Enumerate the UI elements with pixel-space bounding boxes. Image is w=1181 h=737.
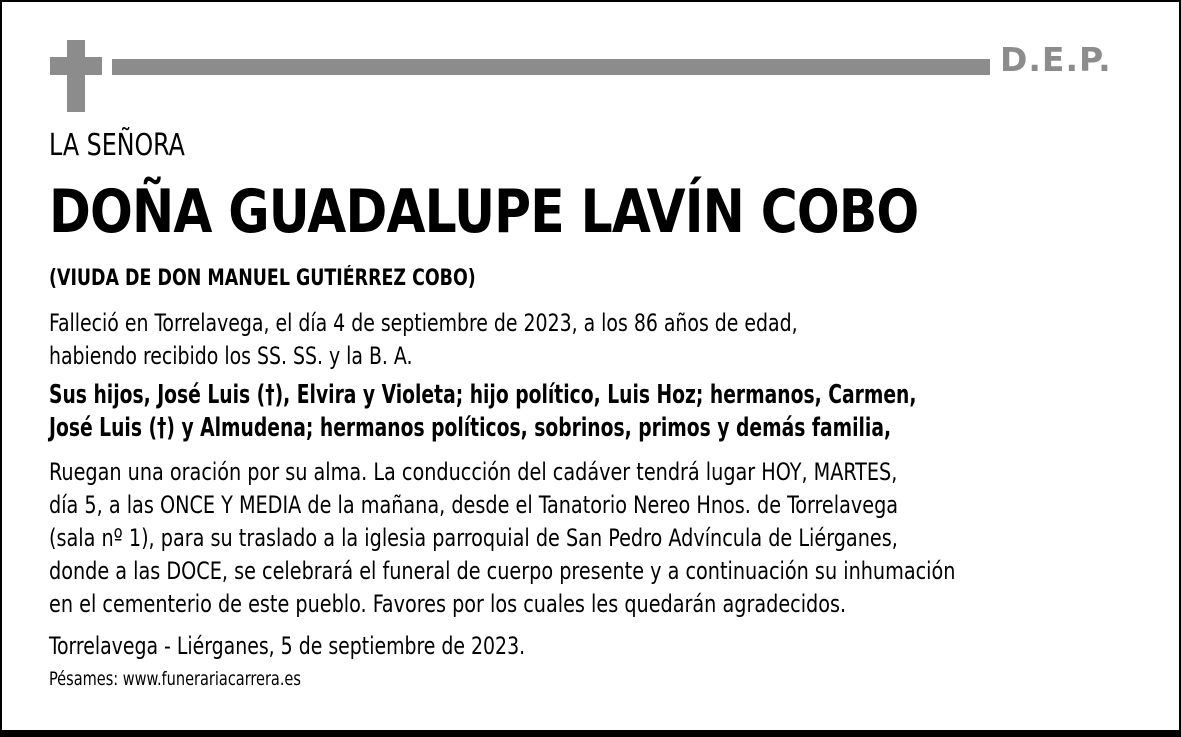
death-line: habiendo recibido los SS. SS. y la B. A. xyxy=(49,342,413,370)
ceremony-paragraph xyxy=(49,456,955,621)
family-line: Sus hijos, José Luis (†), Elvira y Violeta; hijo político, Luis Hoz; hermanos, Carmen, xyxy=(49,380,917,410)
death-paragraph xyxy=(49,307,798,373)
widow-line: (VIUDA DE DON MANUEL GUTIÉRREZ COBO) xyxy=(49,266,476,291)
dep-label: D.E.P. xyxy=(1000,40,1112,79)
deceased-name: DOÑA GUADALUPE LAVÍN COBO xyxy=(49,177,919,247)
condolences-link[interactable]: Pésames: www.funerariacarrera.es xyxy=(49,668,301,690)
cross-horizontal-bar xyxy=(50,57,102,75)
cross-vertical-bar xyxy=(67,40,85,112)
intro-label: LA SEÑORA xyxy=(49,128,185,163)
ceremony-line: donde a las DOCE, se celebrará el funeral de cuerpo presente y a continuación su inhumación xyxy=(49,557,956,585)
death-line: Falleció en Torrelavega, el día 4 de septiembre de 2023, a los 86 años de edad, xyxy=(49,309,798,337)
family-line: José Luis (†) y Almudena; hermanos políticos, sobrinos, primos y demás familia, xyxy=(49,413,892,443)
header-rule xyxy=(112,59,990,75)
ceremony-line: en el cementerio de este pueblo. Favores por los cuales les quedarán agradecidos. xyxy=(49,590,847,618)
ceremony-line: Ruegan una oración por su alma. La conducción del cadáver tendrá lugar HOY, MARTES, xyxy=(49,458,898,486)
ceremony-line: día 5, a las ONCE Y MEDIA de la mañana, desde el Tanatorio Nereo Hnos. de Torrelavega xyxy=(49,491,899,519)
latin-cross-icon xyxy=(50,40,102,112)
family-paragraph xyxy=(49,379,916,445)
ceremony-line: (sala nº 1), para su traslado a la iglesia parroquial de San Pedro Advíncula de Liérganes, xyxy=(49,524,898,552)
place-date: Torrelavega - Liérganes, 5 de septiembre de 2023. xyxy=(49,632,526,660)
